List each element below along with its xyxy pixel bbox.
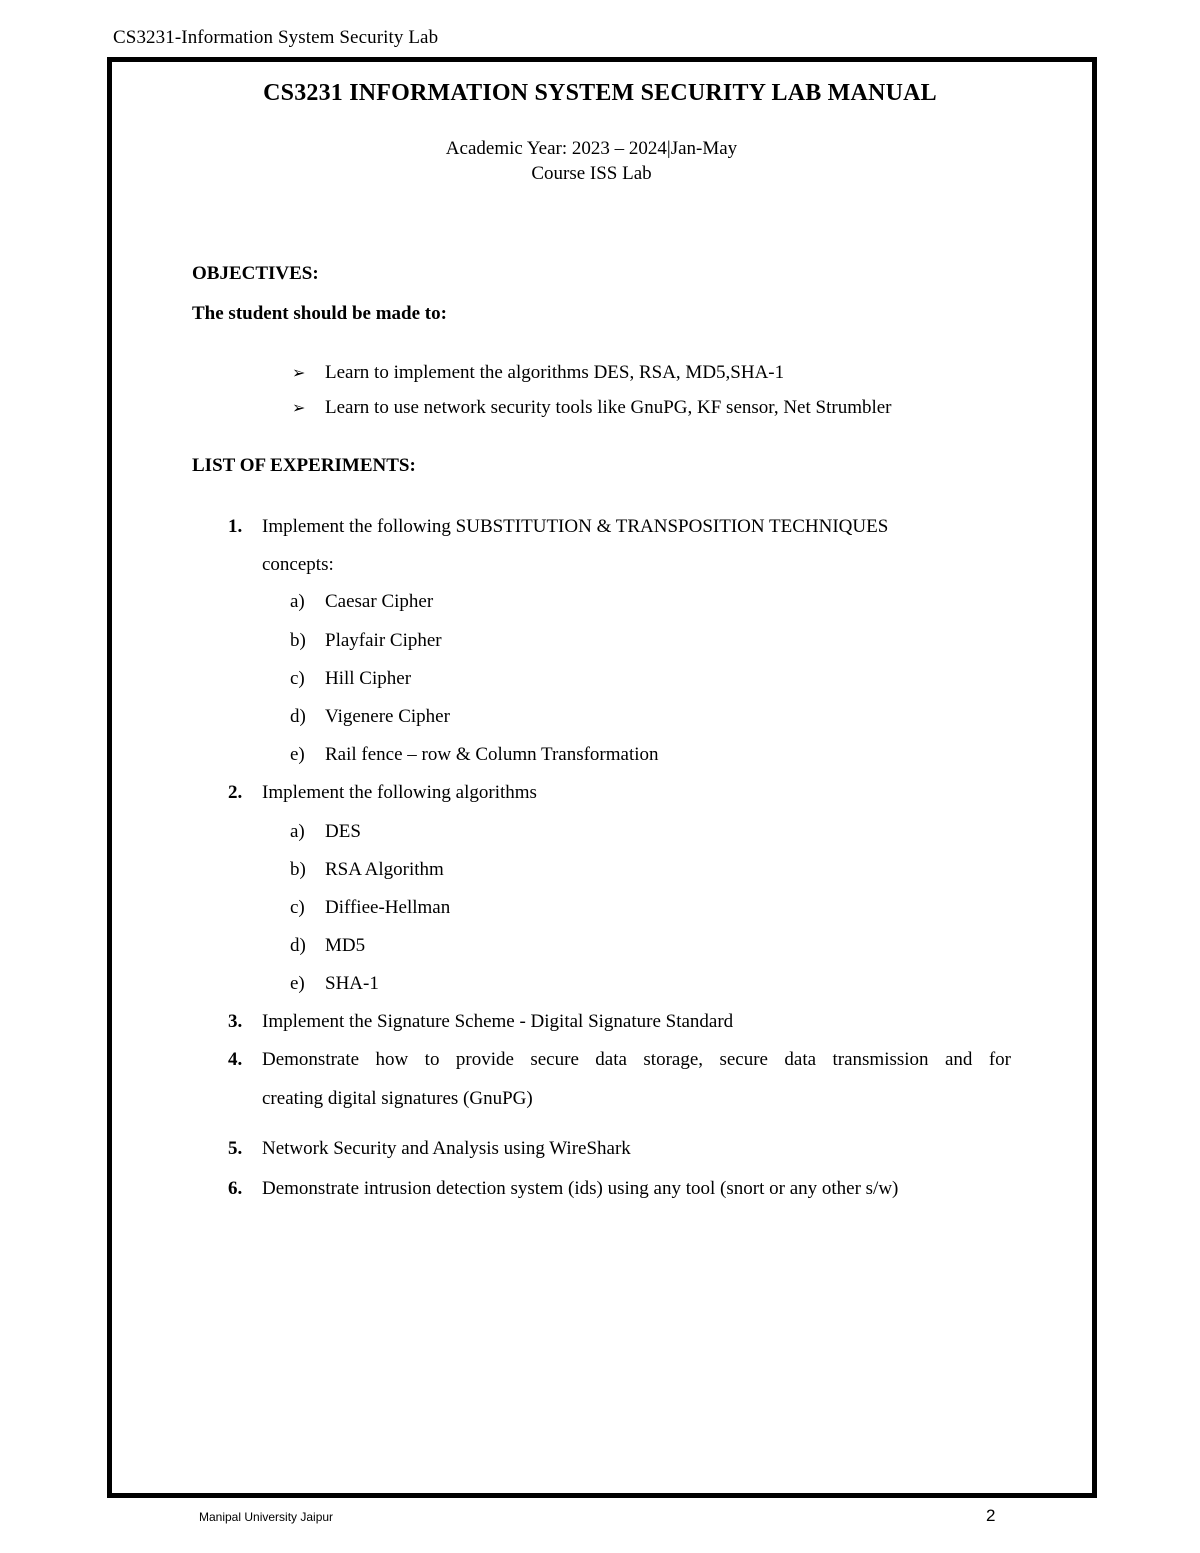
experiment-number: 3.: [228, 1011, 243, 1032]
document-title: CS3231 INFORMATION SYSTEM SECURITY LAB MANUAL: [263, 80, 937, 106]
academic-year: Academic Year: 2023 – 2024|Jan-May: [445, 138, 738, 159]
sub-item-text: RSA Algorithm: [325, 859, 444, 880]
sub-item-letter: b): [290, 630, 306, 651]
sub-item-text: Caesar Cipher: [325, 591, 434, 612]
sub-item-text: Diffiee-Hellman: [325, 897, 451, 918]
experiment-number: 5.: [228, 1138, 243, 1159]
experiment-text: Network Security and Analysis using WireShark: [262, 1138, 631, 1159]
page-number: 2: [986, 1506, 996, 1525]
sub-item: [290, 744, 659, 766]
arrow-bullet-icon: ➢: [292, 398, 306, 417]
experiment-number: 2.: [228, 782, 243, 803]
experiment-number: 1.: [228, 516, 243, 537]
objective-text: Learn to use network security tools like GnuPG, KF sensor, Net Strumbler: [325, 397, 892, 418]
sub-item-text: MD5: [325, 935, 366, 956]
experiment-item: [228, 1049, 1011, 1071]
experiment-item: [228, 1011, 733, 1033]
experiment-item: [228, 1178, 898, 1200]
objective-item: [292, 397, 892, 419]
sub-item: [290, 973, 379, 995]
sub-item: [290, 897, 450, 919]
experiment-number: 6.: [228, 1178, 243, 1199]
sub-item: [290, 859, 444, 881]
experiment-continuation: creating digital signatures (GnuPG): [262, 1088, 533, 1109]
sub-item-letter: a): [290, 591, 305, 612]
course-name: Course ISS Lab: [531, 163, 652, 184]
sub-item: [290, 821, 361, 843]
sub-item-text: Playfair Cipher: [325, 630, 442, 651]
experiment-number: 4.: [228, 1049, 243, 1070]
sub-item-text: Hill Cipher: [325, 668, 412, 689]
objectives-intro: The student should be made to:: [192, 303, 447, 324]
objectives-heading: OBJECTIVES:: [192, 263, 319, 284]
experiment-text: Demonstrate intrusion detection system (ids) using any tool (snort or any other s/w): [262, 1178, 899, 1199]
sub-item-letter: e): [290, 744, 305, 765]
experiment-item: [228, 782, 537, 804]
experiment-text: Implement the following SUBSTITUTION & TRANSPOSITION TECHNIQUES: [262, 516, 889, 537]
footer-institution: Manipal University Jaipur: [199, 1510, 334, 1524]
sub-item-letter: a): [290, 821, 305, 842]
sub-item-text: DES: [325, 821, 361, 842]
objective-text: Learn to implement the algorithms DES, RSA, MD5,SHA-1: [325, 362, 785, 383]
experiment-text: Demonstrate how to provide secure data storage, secure data transmission and for: [262, 1049, 1011, 1070]
experiments-heading: LIST OF EXPERIMENTS:: [192, 455, 416, 476]
experiment-text: Implement the Signature Scheme - Digital Signature Standard: [262, 1011, 734, 1032]
objective-item: [292, 362, 784, 384]
sub-item: [290, 935, 365, 957]
sub-item: [290, 630, 442, 652]
sub-item: [290, 668, 411, 690]
sub-item-text: SHA-1: [325, 973, 379, 994]
experiment-item: [228, 1138, 631, 1160]
experiment-text: Implement the following algorithms: [262, 782, 537, 803]
experiment-item: [228, 516, 888, 538]
sub-item-letter: c): [290, 668, 305, 689]
arrow-bullet-icon: ➢: [292, 363, 306, 382]
sub-item-letter: d): [290, 706, 306, 727]
sub-item-text: Rail fence – row & Column Transformation: [325, 744, 659, 765]
sub-item-letter: c): [290, 897, 305, 918]
sub-item: [290, 591, 433, 613]
sub-item: [290, 706, 450, 728]
sub-item-letter: b): [290, 859, 306, 880]
sub-item-letter: e): [290, 973, 305, 994]
experiment-continuation: concepts:: [262, 554, 334, 575]
sub-item-letter: d): [290, 935, 306, 956]
sub-item-text: Vigenere Cipher: [325, 706, 450, 727]
running-header: CS3231-Information System Security Lab: [113, 27, 439, 48]
